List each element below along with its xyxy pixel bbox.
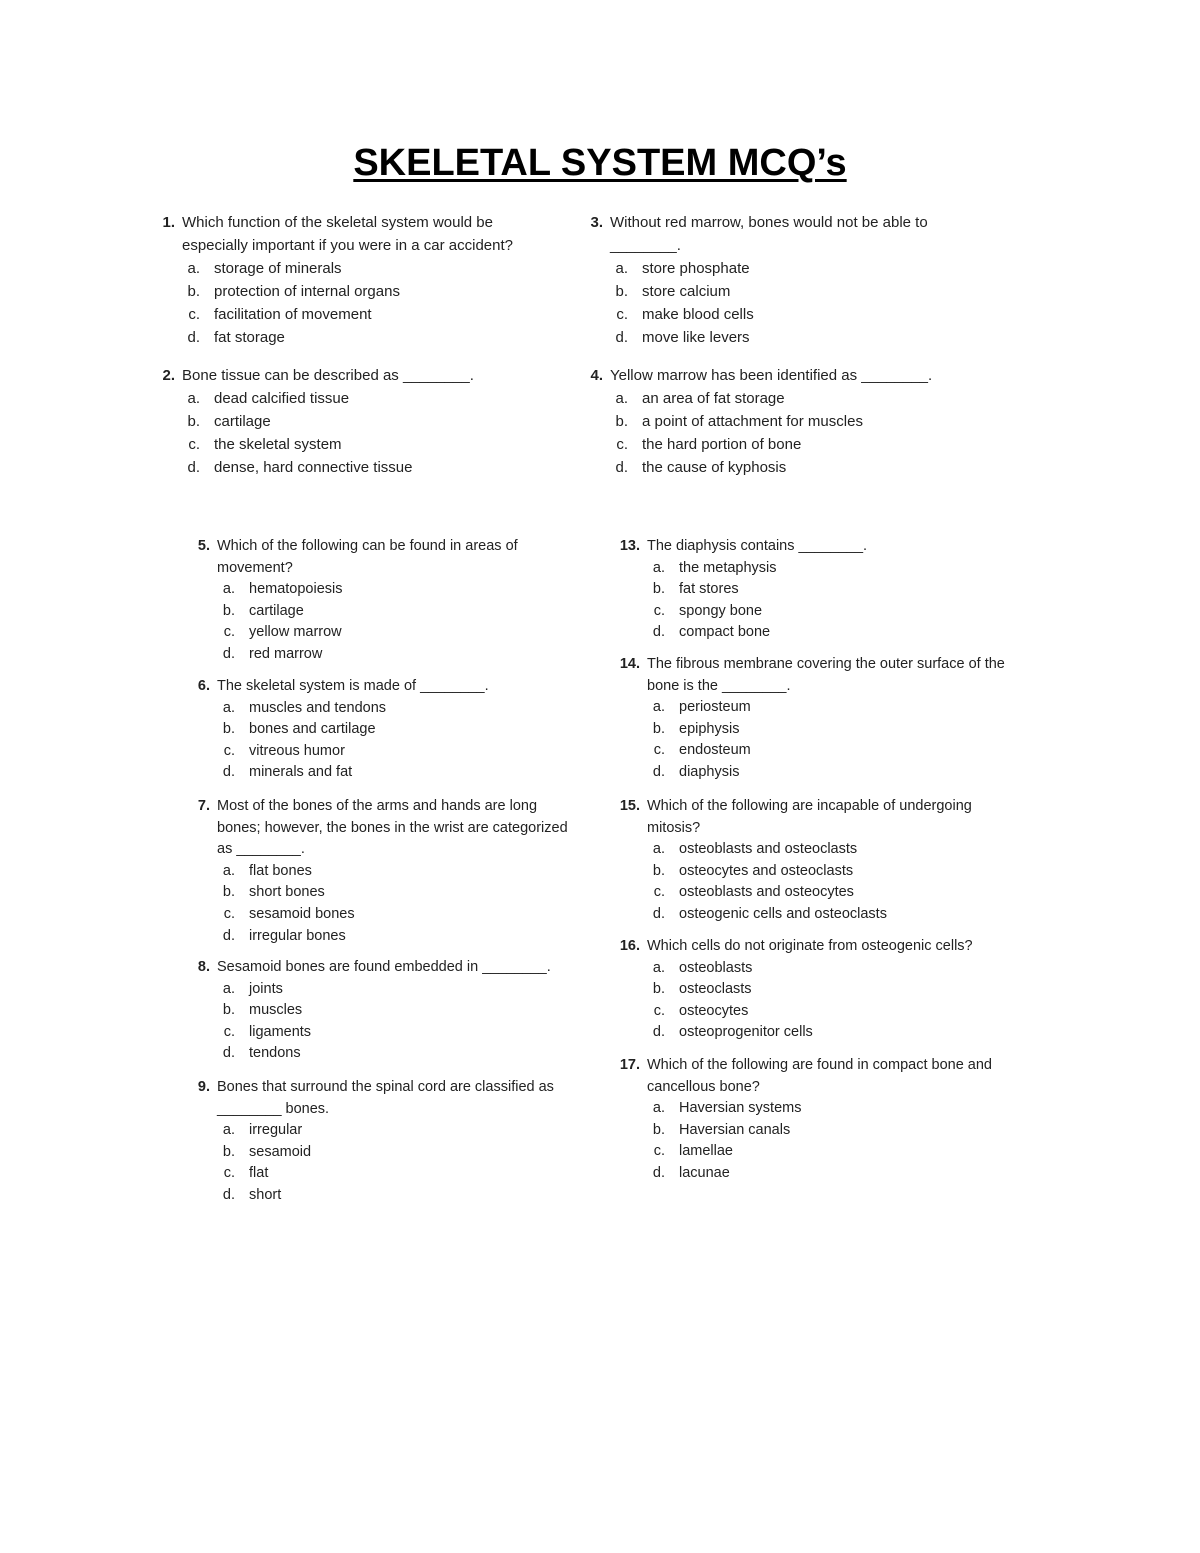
option-text: joints bbox=[249, 980, 283, 997]
answer-option-b bbox=[213, 1000, 580, 1022]
option-text: red marrow bbox=[249, 645, 323, 662]
answer-option-d bbox=[213, 762, 555, 784]
question-3 bbox=[578, 211, 968, 349]
answer-option-a bbox=[643, 839, 1008, 861]
answer-option-c bbox=[643, 1141, 1008, 1163]
answer-option-a bbox=[178, 387, 540, 410]
option-letter: a. bbox=[652, 699, 665, 716]
question-17 bbox=[608, 1055, 1008, 1185]
option-letter: a. bbox=[187, 390, 200, 407]
option-letter: d. bbox=[615, 459, 628, 476]
answer-option-b bbox=[643, 579, 1008, 601]
answer-option-d bbox=[213, 644, 555, 666]
answer-option-d bbox=[606, 456, 968, 479]
option-letter: d. bbox=[187, 329, 200, 346]
option-letter: a. bbox=[615, 260, 628, 277]
question-text: Which cells do not originate from osteogenic cells? bbox=[647, 938, 973, 954]
answer-option-b bbox=[213, 601, 555, 623]
answer-options bbox=[643, 697, 1008, 783]
answer-option-a bbox=[213, 861, 575, 883]
answer-option-c bbox=[643, 882, 1008, 904]
option-text: the metaphysis bbox=[679, 559, 777, 576]
option-text: irregular bones bbox=[249, 927, 346, 944]
option-text: an area of fat storage bbox=[642, 390, 785, 407]
option-text: osteocytes and osteoclasts bbox=[679, 862, 854, 879]
option-letter: d. bbox=[652, 1164, 665, 1181]
option-text: osteoprogenitor cells bbox=[679, 1024, 813, 1041]
question-16 bbox=[608, 936, 1008, 1044]
answer-option-a bbox=[213, 698, 555, 720]
option-letter: b. bbox=[222, 1143, 235, 1160]
answer-options bbox=[213, 979, 580, 1065]
option-text: flat bbox=[249, 1165, 269, 1182]
option-letter: b. bbox=[652, 981, 665, 998]
option-text: osteoclasts bbox=[679, 981, 752, 998]
question-text: The fibrous membrane covering the outer surface of the bone is the ________. bbox=[647, 656, 1005, 694]
answer-option-d bbox=[643, 762, 1008, 784]
option-text: osteoblasts bbox=[679, 959, 753, 976]
question-15 bbox=[608, 796, 1008, 926]
option-letter: c. bbox=[188, 306, 200, 323]
option-text: dead calcified tissue bbox=[214, 390, 350, 407]
option-letter: d. bbox=[652, 905, 665, 922]
answer-options bbox=[606, 257, 968, 349]
question-number: 7. bbox=[197, 798, 210, 814]
answer-option-b bbox=[213, 1142, 575, 1164]
answer-option-c bbox=[213, 622, 555, 644]
option-text: bones and cartilage bbox=[249, 721, 376, 738]
answer-options bbox=[643, 958, 1008, 1044]
answer-options bbox=[213, 1120, 575, 1206]
option-text: flat bones bbox=[249, 862, 312, 879]
option-letter: d. bbox=[652, 624, 665, 641]
option-text: make blood cells bbox=[642, 306, 754, 323]
option-letter: b. bbox=[652, 1121, 665, 1138]
answer-option-c bbox=[213, 1022, 580, 1044]
option-text: store calcium bbox=[642, 283, 731, 300]
option-text: facilitation of movement bbox=[214, 306, 372, 323]
answer-option-d bbox=[643, 622, 1008, 644]
answer-options bbox=[606, 387, 968, 479]
answer-option-d bbox=[643, 1022, 1008, 1044]
answer-option-a bbox=[643, 1098, 1008, 1120]
answer-options bbox=[213, 861, 575, 947]
question-text: Without red marrow, bones would not be able to ________. bbox=[610, 214, 928, 254]
question-text: Which of the following are incapable of undergoing mitosis? bbox=[647, 798, 972, 836]
option-letter: c. bbox=[653, 1002, 665, 1019]
option-letter: c. bbox=[653, 884, 665, 901]
option-letter: b. bbox=[652, 581, 665, 598]
option-letter: b. bbox=[652, 720, 665, 737]
option-text: Haversian canals bbox=[679, 1121, 791, 1138]
answer-option-b bbox=[643, 979, 1008, 1001]
question-number: 15. bbox=[619, 798, 640, 814]
answer-options bbox=[213, 579, 555, 665]
question-14 bbox=[608, 654, 1008, 784]
question-7 bbox=[185, 796, 575, 947]
option-text: osteoblasts and osteoclasts bbox=[679, 841, 858, 858]
option-text: cartilage bbox=[249, 602, 304, 619]
option-text: Haversian systems bbox=[679, 1100, 802, 1117]
question-text: Which function of the skeletal system would be especially important if you were in a car accident? bbox=[182, 214, 513, 254]
option-text: dense, hard connective tissue bbox=[214, 459, 413, 476]
option-text: irregular bbox=[249, 1122, 303, 1139]
question-8 bbox=[185, 957, 580, 1065]
option-text: epiphysis bbox=[679, 720, 740, 737]
answer-option-c bbox=[178, 433, 540, 456]
question-number: 1. bbox=[162, 214, 175, 231]
option-letter: c. bbox=[188, 436, 200, 453]
question-4 bbox=[578, 364, 968, 479]
answer-option-a bbox=[213, 579, 555, 601]
option-text: fat stores bbox=[679, 581, 739, 598]
option-letter: d. bbox=[187, 459, 200, 476]
option-text: muscles bbox=[249, 1002, 303, 1019]
question-text: Yellow marrow has been identified as ________. bbox=[610, 367, 933, 384]
question-number: 16. bbox=[619, 938, 640, 954]
option-text: diaphysis bbox=[679, 763, 740, 780]
question-number: 5. bbox=[197, 538, 210, 554]
question-number: 9. bbox=[197, 1079, 210, 1095]
answer-option-a bbox=[643, 558, 1008, 580]
option-letter: a. bbox=[652, 559, 665, 576]
option-text: osteogenic cells and osteoclasts bbox=[679, 905, 887, 922]
answer-option-b bbox=[213, 882, 575, 904]
question-6 bbox=[185, 676, 555, 784]
option-letter: b. bbox=[222, 721, 235, 738]
option-text: short bbox=[249, 1186, 282, 1203]
question-1 bbox=[150, 211, 540, 349]
answer-options bbox=[643, 839, 1008, 925]
option-text: a point of attachment for muscles bbox=[642, 413, 863, 430]
option-text: store phosphate bbox=[642, 260, 750, 277]
option-letter: d. bbox=[222, 1186, 235, 1203]
option-letter: d. bbox=[222, 764, 235, 781]
option-letter: b. bbox=[222, 1002, 235, 1019]
question-text: Most of the bones of the arms and hands are long bones; however, the bones in the wrist are categorized as ________. bbox=[217, 798, 568, 858]
question-text: The diaphysis contains ________. bbox=[647, 538, 868, 554]
option-text: ligaments bbox=[249, 1023, 312, 1040]
option-text: osteoblasts and osteocytes bbox=[679, 884, 854, 901]
answer-option-a bbox=[643, 697, 1008, 719]
answer-option-b bbox=[606, 280, 968, 303]
option-letter: b. bbox=[187, 283, 200, 300]
answer-option-c bbox=[213, 741, 555, 763]
answer-options bbox=[643, 1098, 1008, 1184]
option-letter: c. bbox=[223, 1023, 235, 1040]
option-letter: d. bbox=[652, 763, 665, 780]
question-number: 13. bbox=[619, 538, 640, 554]
answer-option-a bbox=[606, 257, 968, 280]
question-number: 6. bbox=[197, 678, 210, 694]
option-letter: a. bbox=[222, 699, 235, 716]
option-text: vitreous humor bbox=[249, 742, 345, 759]
option-letter: c. bbox=[616, 436, 628, 453]
question-number: 4. bbox=[590, 367, 603, 384]
question-text: Sesamoid bones are found embedded in ________. bbox=[217, 959, 551, 975]
question-text: The skeletal system is made of ________. bbox=[217, 678, 489, 694]
question-2 bbox=[150, 364, 540, 479]
answer-option-b bbox=[643, 719, 1008, 741]
answer-option-d bbox=[643, 1163, 1008, 1185]
option-text: endosteum bbox=[679, 742, 751, 759]
option-letter: c. bbox=[223, 1165, 235, 1182]
answer-option-d bbox=[178, 326, 540, 349]
option-letter: a. bbox=[615, 390, 628, 407]
option-letter: b. bbox=[615, 413, 628, 430]
option-text: periosteum bbox=[679, 699, 751, 716]
question-text: Which of the following are found in compact bone and cancellous bone? bbox=[647, 1057, 992, 1095]
answer-options bbox=[213, 698, 555, 784]
option-text: hematopoiesis bbox=[249, 581, 343, 598]
option-text: storage of minerals bbox=[214, 260, 342, 277]
question-9 bbox=[185, 1077, 575, 1207]
option-text: tendons bbox=[249, 1045, 301, 1062]
option-text: cartilage bbox=[214, 413, 271, 430]
answer-option-c bbox=[178, 303, 540, 326]
option-letter: a. bbox=[187, 260, 200, 277]
answer-option-d bbox=[643, 904, 1008, 926]
option-letter: a. bbox=[222, 1122, 235, 1139]
page-title: SKELETAL SYSTEM MCQ’s bbox=[353, 142, 847, 184]
option-text: sesamoid bones bbox=[249, 905, 355, 922]
question-text: Bone tissue can be described as ________. bbox=[182, 367, 474, 384]
answer-option-c bbox=[606, 433, 968, 456]
option-letter: c. bbox=[653, 602, 665, 619]
option-text: osteocytes bbox=[679, 1002, 749, 1019]
answer-option-a bbox=[213, 979, 580, 1001]
option-text: compact bone bbox=[679, 624, 771, 641]
option-letter: b. bbox=[652, 862, 665, 879]
option-letter: c. bbox=[223, 624, 235, 641]
answer-options bbox=[178, 257, 540, 349]
option-letter: d. bbox=[222, 927, 235, 944]
option-letter: d. bbox=[222, 645, 235, 662]
option-letter: c. bbox=[616, 306, 628, 323]
option-text: lacunae bbox=[679, 1164, 730, 1181]
option-letter: a. bbox=[222, 581, 235, 598]
option-letter: a. bbox=[652, 841, 665, 858]
answer-option-d bbox=[213, 926, 575, 948]
option-text: the cause of kyphosis bbox=[642, 459, 787, 476]
option-letter: a. bbox=[652, 1100, 665, 1117]
option-letter: b. bbox=[222, 884, 235, 901]
option-letter: c. bbox=[223, 742, 235, 759]
option-letter: c. bbox=[653, 742, 665, 759]
answer-option-d bbox=[606, 326, 968, 349]
option-text: lamellae bbox=[679, 1143, 733, 1160]
option-letter: b. bbox=[222, 602, 235, 619]
question-number: 14. bbox=[619, 656, 640, 672]
option-letter: a. bbox=[652, 959, 665, 976]
option-letter: a. bbox=[222, 980, 235, 997]
question-number: 2. bbox=[162, 367, 175, 384]
answer-option-a bbox=[643, 958, 1008, 980]
option-letter: a. bbox=[222, 862, 235, 879]
option-text: the hard portion of bone bbox=[642, 436, 802, 453]
question-text: Bones that surround the spinal cord are classified as ________ bones. bbox=[217, 1079, 554, 1117]
option-letter: d. bbox=[652, 1024, 665, 1041]
answer-options bbox=[643, 558, 1008, 644]
answer-option-a bbox=[213, 1120, 575, 1142]
option-text: sesamoid bbox=[249, 1143, 312, 1160]
answer-options bbox=[178, 387, 540, 479]
answer-option-b bbox=[606, 410, 968, 433]
answer-option-d bbox=[213, 1043, 580, 1065]
answer-option-d bbox=[213, 1185, 575, 1207]
answer-option-a bbox=[178, 257, 540, 280]
option-text: short bones bbox=[249, 884, 325, 901]
option-text: the skeletal system bbox=[214, 436, 342, 453]
option-letter: b. bbox=[187, 413, 200, 430]
option-text: spongy bone bbox=[679, 602, 763, 619]
option-text: move like levers bbox=[642, 329, 750, 346]
option-text: yellow marrow bbox=[249, 624, 342, 641]
question-13 bbox=[608, 536, 1008, 644]
answer-option-d bbox=[178, 456, 540, 479]
answer-option-c bbox=[606, 303, 968, 326]
question-number: 17. bbox=[619, 1057, 640, 1073]
option-text: muscles and tendons bbox=[249, 699, 387, 716]
question-number: 8. bbox=[197, 959, 210, 975]
answer-option-b bbox=[213, 719, 555, 741]
answer-option-b bbox=[643, 1120, 1008, 1142]
option-letter: d. bbox=[222, 1045, 235, 1062]
option-text: fat storage bbox=[214, 329, 285, 346]
option-text: protection of internal organs bbox=[214, 283, 400, 300]
question-5 bbox=[185, 536, 555, 666]
answer-option-c bbox=[643, 740, 1008, 762]
answer-option-c bbox=[643, 601, 1008, 623]
answer-option-c bbox=[213, 1163, 575, 1185]
question-text: Which of the following can be found in areas of movement? bbox=[217, 538, 518, 576]
question-number: 3. bbox=[590, 214, 603, 231]
option-letter: b. bbox=[615, 283, 628, 300]
answer-option-b bbox=[178, 410, 540, 433]
option-text: minerals and fat bbox=[249, 764, 353, 781]
answer-option-b bbox=[643, 861, 1008, 883]
option-letter: c. bbox=[653, 1143, 665, 1160]
answer-option-b bbox=[178, 280, 540, 303]
option-letter: c. bbox=[223, 905, 235, 922]
option-letter: d. bbox=[615, 329, 628, 346]
answer-option-c bbox=[213, 904, 575, 926]
answer-option-c bbox=[643, 1001, 1008, 1023]
answer-option-a bbox=[606, 387, 968, 410]
